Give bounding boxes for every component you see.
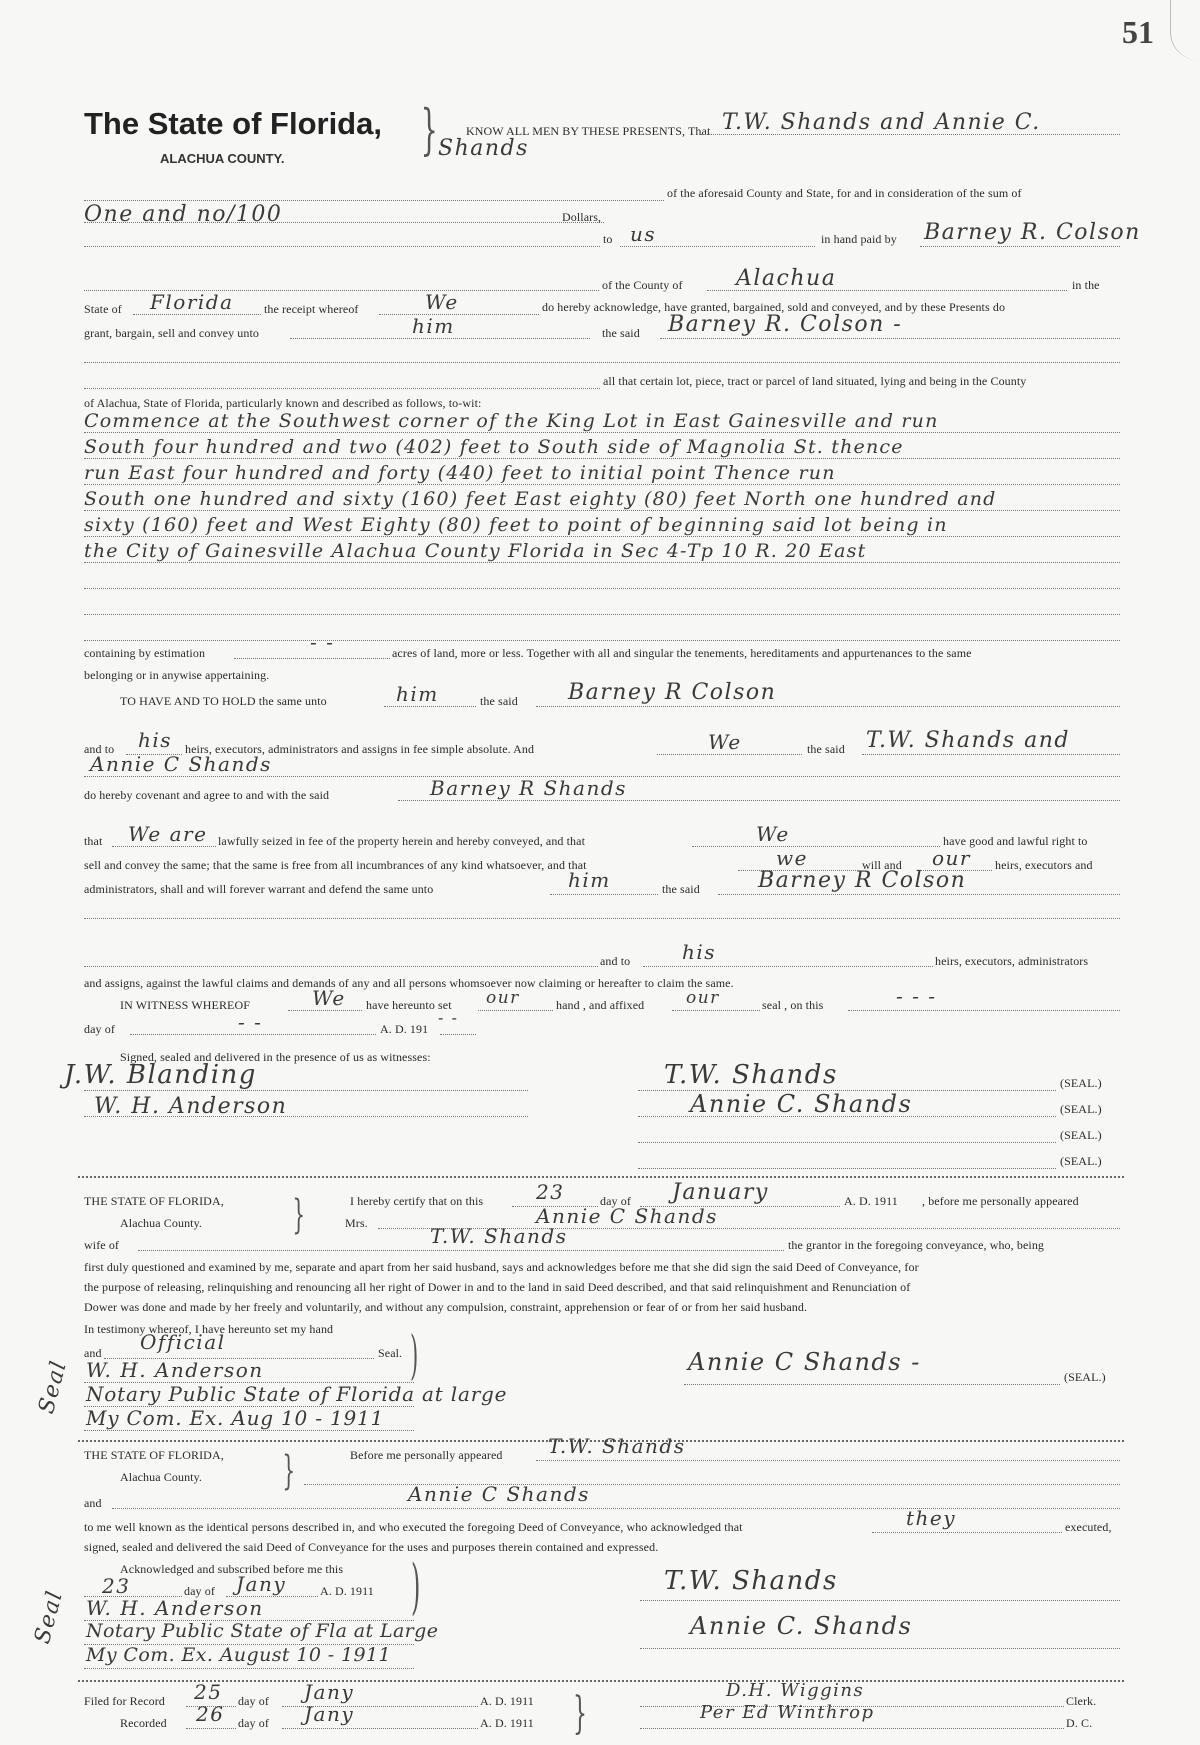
description-line-text: South one hundred and sixty (160) feet East eighty (80) feet North one hundred and (84, 488, 997, 510)
deputy-clerk-signature: Per Ed Winthrop (700, 1702, 875, 1723)
witness-2-signature: W. H. Anderson (94, 1094, 288, 1119)
description-line (84, 432, 1120, 433)
seal-label: (SEAL.) (1060, 1128, 1102, 1142)
and-to-label: and to (84, 742, 115, 756)
admin-clause: administrators, shall and will forever warrant and defend the same unto (84, 882, 434, 896)
certify-clause: I hereby certify that on this (350, 1194, 484, 1208)
fill-line (440, 1034, 476, 1035)
description-line-text: run East four hundred and forty (440) feet to initial point Thence run (84, 462, 836, 484)
description-line-text: sixty (160) feet and West Eighty (80) feet to point of beginning said lot being in (84, 514, 948, 536)
official-handwriting: Official (140, 1330, 226, 1354)
notary-brace: ) (411, 1552, 421, 1622)
month-handwriting: Jany (236, 1572, 287, 1596)
fill-line (130, 1034, 376, 1035)
section-separator (78, 1176, 1124, 1178)
assigns-clause: and assigns, against the lawful claims and demands of any and all persons whomsoever now claiming or hereafter to claim the same. (84, 976, 734, 990)
seal-label: (SEAL.) (1060, 1076, 1102, 1090)
and-label: and (84, 1496, 102, 1510)
grantors-handwriting-2: Shands (438, 136, 529, 161)
fill-line (640, 1728, 1064, 1729)
page-corner-curl (1170, 0, 1200, 60)
mrs-name-handwriting: Annie C Shands (536, 1204, 718, 1228)
state-label: THE STATE OF FLORIDA, (84, 1194, 224, 1208)
ad-label: A. D. 1911 (480, 1694, 534, 1708)
fill-line (478, 1010, 553, 1011)
fill-line (550, 894, 658, 895)
acknowledge-clause: do hereby acknowledge, have granted, bargained, sold and conveyed, and by these Presents do (542, 300, 1006, 314)
fill-line (84, 1430, 414, 1431)
ad-label: A. D. 1911 (844, 1194, 898, 1208)
fill-line (288, 1010, 362, 1011)
grantee-name: Barney R Colson (568, 680, 777, 705)
known-clause: to me well known as the identical persons described in, and who executed the foregoing Deed of Conveyance, who acknowledged that (84, 1520, 743, 1534)
we-are-handwriting: We are (128, 822, 208, 846)
belonging-clause: belonging or in anywise appertaining. (84, 668, 270, 682)
that-label: that (84, 834, 103, 848)
his-handwriting: his (682, 940, 717, 964)
of-county-clause: of the aforesaid County and State, for and in consideration of the sum of (667, 186, 1022, 200)
recorded-label: Recorded (120, 1716, 167, 1730)
covenant-party: Barney R Shands (430, 776, 627, 800)
consideration-amount: One and no/100 (84, 202, 283, 227)
description-line (84, 562, 1120, 563)
the-said-label: the said (807, 742, 845, 756)
notary-commission: My Com. Ex. Aug 10 - 1911 (86, 1406, 385, 1430)
signature-tw-shands: T.W. Shands (664, 1566, 838, 1596)
our-handwriting: our (486, 988, 520, 1008)
page-number: 51 (1122, 14, 1154, 50)
state-label: THE STATE OF FLORIDA, (84, 1448, 224, 1462)
county-name: Alachua (736, 266, 837, 291)
fill-line (707, 290, 1067, 291)
filed-month-handwriting: Jany (304, 1680, 355, 1704)
date-handwriting: - - - (896, 984, 937, 1008)
recorded-day-handwriting: 26 (196, 1702, 225, 1726)
day-of-label: day of (84, 1022, 115, 1036)
hereunto-set-label: have hereunto set (366, 998, 452, 1012)
day-of-label: day of (238, 1716, 269, 1730)
we-handwriting: We (708, 730, 742, 754)
notary-commission: My Com. Ex. August 10 - 1911 (86, 1644, 391, 1666)
grantee-name: Barney R. Colson (924, 220, 1141, 245)
signature-annie-shands: Annie C. Shands (690, 1612, 913, 1640)
fill-line (640, 1648, 1120, 1649)
person-2-handwriting: Annie C Shands (408, 1482, 590, 1506)
testimony-clause: In testimony whereof, I have hereunto set my hand (84, 1322, 334, 1336)
containing-label: containing by estimation (84, 646, 206, 660)
fill-line (536, 706, 1120, 707)
of-county-of: of the County of (602, 278, 683, 292)
fill-line (638, 1116, 1056, 1117)
fill-line (84, 1668, 414, 1669)
the-said-label: the said (480, 694, 518, 708)
fill-line (398, 800, 1120, 801)
fill-line (536, 1460, 1120, 1461)
state-title: The State of Florida, (84, 106, 382, 141)
fill-line (282, 1728, 478, 1729)
fill-line (84, 200, 664, 201)
grantee-name: Barney R Colson (758, 868, 967, 893)
person-1-handwriting: T.W. Shands (548, 1434, 686, 1458)
fill-line (290, 338, 590, 339)
fill-line (84, 246, 600, 247)
seal-word-label: Seal. (378, 1346, 403, 1360)
notary-signature: W. H. Anderson (86, 1358, 264, 1382)
fill-line (133, 314, 261, 315)
the-said-label: the said (602, 326, 640, 340)
county-label: Alachua County. (120, 1470, 203, 1484)
fill-line (379, 314, 539, 315)
description-line (84, 640, 1120, 641)
section-brace: } (282, 1448, 296, 1494)
description-line (84, 484, 1120, 485)
receipt-whereof: the receipt whereof (264, 302, 359, 316)
ack-subscribed-label: Acknowledged and subscribed before me this (120, 1562, 344, 1576)
fill-line (862, 754, 1120, 755)
notary-signature: W. H. Anderson (86, 1596, 264, 1620)
county-title: ALACHUA COUNTY. (160, 151, 285, 166)
fill-line (657, 754, 802, 755)
in-the-label: in the (1072, 278, 1100, 292)
year-handwriting: - - (438, 1008, 459, 1027)
heirs-clause: heirs, executors, administrators and assigns in fee simple absolute. And (185, 742, 535, 756)
dower-body-line: first duly questioned and examined by me, separate and apart from her said husband, says and acknowledges before me that she did sign the said Deed of Conveyance, for (84, 1260, 919, 1274)
state-name: Florida (150, 290, 234, 314)
ad-label: A. D. 1911 (480, 1716, 534, 1730)
executed-label: executed, (1065, 1520, 1112, 1534)
the-said-label: the said (662, 882, 700, 896)
day-of-label: day of (600, 1194, 631, 1208)
seal-on-this-label: seal , on this (762, 998, 824, 1012)
section-brace: } (292, 1192, 306, 1238)
covenant-clause: do hereby covenant and agree to and with the said (84, 788, 330, 802)
signature-tw-shands: T.W. Shands (664, 1060, 838, 1090)
him-handwriting: him (412, 314, 455, 338)
fill-line (138, 1250, 784, 1251)
description-line-text: the City of Gainesville Alachua County Florida in Sec 4-Tp 10 R. 20 East (84, 540, 867, 562)
they-handwriting: they (906, 1506, 957, 1530)
header-brace: } (420, 98, 438, 161)
to-party: us (630, 222, 657, 246)
heirs-exec-label: heirs, executors and (995, 858, 1093, 872)
seized-clause: lawfully seized in fee of the property herein and hereby conveyed, and that (218, 834, 586, 848)
fill-line (660, 338, 1120, 339)
fill-line (848, 1010, 1120, 1011)
hand-affixed-label: hand , and affixed (556, 998, 645, 1012)
filed-label: Filed for Record (84, 1694, 165, 1708)
grantor-names: T.W. Shands and (866, 728, 1070, 753)
dower-body-line: the purpose of releasing, relinquishing and renouncing all her right of Dower in and to the land in said Deed described, and that said relinquishment and Renunciation of (84, 1280, 911, 1294)
fill-line (84, 1090, 528, 1091)
dollars-label: Dollars, (562, 210, 602, 224)
fill-line (84, 388, 600, 389)
description-line (84, 614, 1120, 615)
heirs-exec-admin-label: heirs, executors, administrators (935, 954, 1089, 968)
section-separator (78, 1680, 1124, 1682)
signature-annie-shands: Annie C. Shands (690, 1090, 913, 1118)
our-handwriting: our (932, 846, 971, 870)
before-me-label: Before me personally appeared (350, 1448, 503, 1462)
to-have-clause: TO HAVE AND TO HOLD the same unto (120, 694, 327, 708)
fill-line (718, 894, 1120, 895)
we-handwriting: We (756, 822, 790, 846)
signed-clause: signed, sealed and delivered the said Deed of Conveyance for the uses and purposes therein contained and expressed. (84, 1540, 659, 1554)
dc-label: D. C. (1066, 1716, 1093, 1730)
notary-title: Notary Public State of Florida at large (86, 1382, 508, 1406)
fill-line (872, 1532, 1062, 1533)
preamble-text: KNOW ALL MEN BY THESE PRESENTS, That (466, 124, 711, 138)
grantor-clause: the grantor in the foregoing conveyance, who, being (788, 1238, 1045, 1252)
fill-line (186, 1728, 236, 1729)
day-handwriting: 23 (102, 1574, 131, 1598)
to-label: to (603, 232, 613, 246)
description-line (84, 458, 1120, 459)
grantors-handwriting: T.W. Shands and Annie C. (722, 110, 1041, 135)
seal-label: (SEAL.) (1060, 1154, 1102, 1168)
county-label: Alachua County. (120, 1216, 203, 1230)
in-witness-label: IN WITNESS WHEREOF (120, 998, 251, 1012)
and-label: and (84, 1346, 102, 1360)
wife-of-label: wife of (84, 1238, 120, 1252)
filed-day-handwriting: 25 (194, 1680, 223, 1704)
clerk-label: Clerk. (1066, 1694, 1097, 1708)
good-right-label: have good and lawful right to (943, 834, 1088, 848)
fill-line (638, 1142, 1056, 1143)
day-of-label: day of (238, 1694, 269, 1708)
fill-line (620, 246, 815, 247)
husband-handwriting: T.W. Shands (430, 1224, 568, 1248)
our-handwriting: our (686, 988, 720, 1008)
we-handwriting: We (425, 290, 459, 314)
fill-line (84, 222, 604, 223)
fill-line (640, 1600, 1120, 1601)
month-handwriting: January (672, 1180, 769, 1205)
signature-annie-shands: Annie C Shands - (688, 1348, 921, 1376)
described-clause: of Alachua, State of Florida, particularly known and described as follows, to-wit: (84, 396, 482, 410)
fill-line (234, 658, 390, 659)
fill-line (84, 362, 1120, 363)
sell-clause: sell and convey the same; that the same is free from all incumbrances of any kind whatsoever, and that (84, 858, 587, 872)
fill-line (672, 1010, 760, 1011)
in-hand-paid-by: in hand paid by (821, 232, 897, 246)
his-handwriting: his (138, 728, 173, 752)
day-of-label: day of (184, 1584, 215, 1598)
clerk-signature: D.H. Wiggins (726, 1680, 865, 1701)
him-handwriting: him (396, 682, 439, 706)
seal-label: (SEAL.) (1064, 1370, 1106, 1384)
we-handwriting: we (776, 846, 808, 870)
lot-clause: all that certain lot, piece, tract or parcel of land situated, lying and being in the County (603, 374, 1027, 388)
fill-line (112, 846, 216, 847)
description-line (84, 588, 1120, 589)
and-to-label: and to (600, 954, 631, 968)
acres-handwriting: - - (310, 630, 335, 654)
description-line-text: Commence at the Southwest corner of the King Lot in East Gainesville and run (84, 410, 939, 432)
fill-line (638, 1168, 1056, 1169)
mrs-label: Mrs. (345, 1216, 368, 1230)
fill-line (84, 918, 1120, 919)
fill-line (643, 966, 933, 967)
witness-1-signature: J.W. Blanding (64, 1060, 257, 1090)
month-handwriting: - - (238, 1010, 263, 1034)
grantor-names-2: Annie C Shands (90, 752, 272, 776)
notary-brace: ) (410, 1326, 419, 1386)
him-handwriting: him (568, 868, 611, 892)
dower-body-line: Dower was done and made by her freely and voluntarily, and without any compulsion, constraint, apprehension or fear of or from her said husband. (84, 1300, 808, 1314)
grantee-name-2: Barney R. Colson - (668, 312, 903, 337)
will-and-label: will and (862, 858, 902, 872)
acres-clause: acres of land, more or less. Together with all and singular the tenements, hereditaments and appurtenances to the same (392, 646, 972, 660)
before-me-label: , before me personally appeared (922, 1194, 1079, 1208)
grant-clause: grant, bargain, sell and convey unto (84, 326, 259, 340)
fill-line (112, 1508, 1120, 1509)
seal-label: (SEAL.) (1060, 1102, 1102, 1116)
notary-title: Notary Public State of Fla at Large (86, 1620, 439, 1642)
description-line (84, 510, 1120, 511)
notary-seal-stamp: Seal (30, 1587, 69, 1647)
notary-seal-stamp: Seal (34, 1357, 73, 1417)
we-handwriting: We (312, 986, 346, 1010)
recorded-month-handwriting: Jany (304, 1702, 355, 1726)
ad-label: A. D. 191 (380, 1022, 429, 1036)
description-line-text: South four hundred and two (402) feet to South side of Magnolia St. thence (84, 436, 904, 458)
fill-line (920, 246, 1120, 247)
state-of-label: State of (84, 302, 122, 316)
recording-brace: } (573, 1688, 587, 1739)
description-line (84, 536, 1120, 537)
fill-line (692, 846, 940, 847)
fill-line (384, 706, 476, 707)
fill-line (84, 1116, 528, 1117)
fill-line (84, 966, 598, 967)
day-handwriting: 23 (536, 1180, 565, 1204)
ad-label: A. D. 1911 (320, 1584, 374, 1598)
fill-line (684, 1384, 1060, 1385)
signed-sealed-label: Signed, sealed and delivered in the presence of us as witnesses: (120, 1050, 431, 1064)
